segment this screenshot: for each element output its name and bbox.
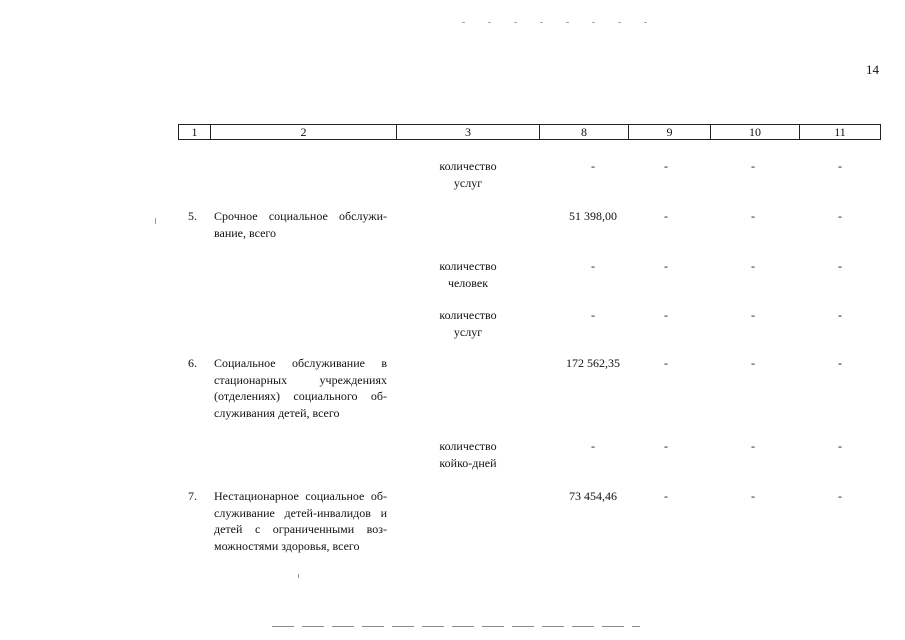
- row-value-col-8: 172 562,35: [566, 356, 620, 370]
- row-value-col-9: -: [664, 489, 668, 503]
- row-value-col-11: -: [838, 209, 842, 223]
- scan-artifact-mark: [298, 574, 299, 578]
- row-name: Социальное обслуживание в стационарных учреждениях (отделениях) социального об-служивания детей, всего: [214, 356, 387, 420]
- row-value-col-9: -: [664, 159, 668, 173]
- row-value-col-11: -: [838, 159, 842, 173]
- row-name: Срочное социальное обслужи-вание, всего: [214, 209, 387, 240]
- scan-artifact-top: [462, 22, 667, 23]
- row-value-col-10: -: [751, 356, 755, 370]
- header-col-10: 10: [710, 125, 799, 139]
- row-value-col-10: -: [751, 489, 755, 503]
- row-value-col-8: -: [591, 159, 595, 173]
- row-value-col-11: -: [838, 308, 842, 322]
- row-value-col-8: 73 454,46: [569, 489, 617, 503]
- header-col-9: 9: [628, 125, 710, 139]
- row-value-col-11: -: [838, 489, 842, 503]
- row-value-col-11: -: [838, 356, 842, 370]
- row-value-col-10: -: [751, 209, 755, 223]
- header-col-3: 3: [396, 125, 539, 139]
- row-value-col-11: -: [838, 439, 842, 453]
- row-value-col-10: -: [751, 159, 755, 173]
- row-value-col-9: -: [664, 356, 668, 370]
- row-unit: количество человек: [439, 259, 497, 290]
- header-col-8: 8: [539, 125, 628, 139]
- header-col-1: 1: [191, 125, 198, 139]
- row-value-col-8: 51 398,00: [569, 209, 617, 223]
- row-unit: количество услуг: [439, 159, 497, 190]
- row-number: 5.: [188, 209, 197, 223]
- row-value-col-8: -: [591, 439, 595, 453]
- header-col-11: 11: [799, 125, 880, 139]
- row-value-col-10: -: [751, 259, 755, 273]
- row-value-col-9: -: [664, 439, 668, 453]
- header-col-2: 2: [210, 125, 396, 139]
- row-value-col-9: -: [664, 209, 668, 223]
- row-value-col-11: -: [838, 259, 842, 273]
- row-number: 6.: [188, 356, 197, 370]
- row-value-col-9: -: [664, 259, 668, 273]
- row-name: Нестационарное социальное об-служивание детей-инвалидов и детей с ограниченными воз-можностями здоровья, всего: [214, 489, 387, 553]
- scan-artifact-bottom: [272, 626, 640, 627]
- table-header-row: [178, 124, 881, 140]
- page-number: 14: [866, 62, 879, 77]
- row-value-col-8: -: [591, 259, 595, 273]
- row-unit: количество услуг: [439, 308, 497, 339]
- row-value-col-10: -: [751, 308, 755, 322]
- scan-artifact-mark: [155, 218, 156, 224]
- row-number: 7.: [188, 489, 197, 503]
- row-value-col-10: -: [751, 439, 755, 453]
- row-value-col-9: -: [664, 308, 668, 322]
- row-value-col-8: -: [591, 308, 595, 322]
- row-unit: количество койко-дней: [439, 439, 497, 470]
